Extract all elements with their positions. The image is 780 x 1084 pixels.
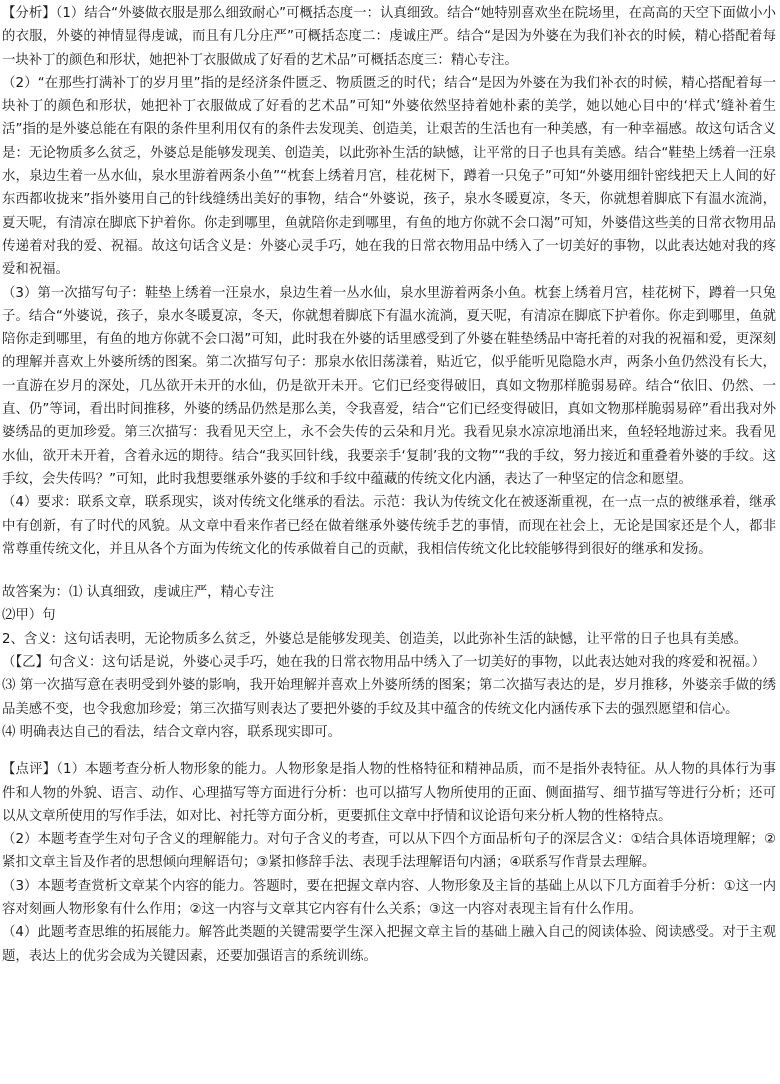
answer-line-2: ⑵甲）句 <box>2 608 56 624</box>
comment-section <box>2 758 776 968</box>
answer-line-5: ⑶ 第一次描写意在表明受到外婆的影响，我开始理解并喜欢上外婆所绣的图案；第二次描写表达的是，岁月推移，外婆亲手做的绣品美感不变，也令我愈加珍爱；第三次描写则表达了要把外婆的手纹及其中蕴含的传统文化内涵传承下去的强烈愿望和信心。 <box>2 678 776 717</box>
analysis-part-1: 【分析】（1）结合“外婆做衣服是那么细致耐心”可概括态度一：认真细致。结合“她特别喜欢坐在院场里，在高高的天空下面做小小的衣服，外婆的神情显得虔诚，而且有几分庄严”可概括态度二：虔诚庄严。结合“是因为外婆在为我们补衣的时候，精心搭配着每一块补丁的颜色和形状，她把补丁衣服做成了好看的艺术品”可概括态度三：精心专注。 <box>2 6 776 68</box>
analysis-part-2: （2）“在那些打满补丁的岁月里”指的是经济条件匮乏、物质匮乏的时代；结合“是因为外婆在为我们补衣的时候，精心搭配着每一块补丁的颜色和形状，她把补丁衣服做成了好看的艺术品”可知“外婆依然坚持着她朴素的美学，她以她心目中的‘样式’缝补着生活”指的是外婆总能在有限的条件里利用仅有的条件去发现美、创造美，让艰苦的生活也有一种美感，有一种幸福感。故这句话含义是：无论物质多么贫乏，外婆总是能够发现美、创造美，以此弥补生活的缺憾，让平常的日子也具有美感。结合“鞋垫上绣着一汪泉水，泉边生着一丛水仙，泉水里游着两条小鱼”“枕套上绣着月宫，桂花树下，蹲着一只兔子”可知“外婆用细针密线把天上人间的好东西都收拢来”指外婆用自己的针线缝绣出美好的事物，结合“外婆说，孩子，泉水冬暖夏凉，冬天，你就想着脚底下有温水流淌，夏天呢，有清凉在脚底下护着你。你走到哪里，鱼就陪你走到哪里，有鱼的地方你就不会口渴”可知，外婆借这些美的日常衣物用品传递着对我的爱、祝福。故这句话含义是：外婆心灵手巧，她在我的日常衣物用品中绣入了一切美好的事物，以此表达她对我的疼爱和祝福。 <box>2 75 776 278</box>
analysis-part-3: （3）第一次描写句子：鞋垫上绣着一汪泉水，泉边生着一丛水仙，泉水里游着两条小鱼。枕套上绣着月宫，桂花树下，蹲着一只兔子。结合“外婆说，孩子，泉水冬暖夏凉，冬天，你就想着脚底下有温水流淌，夏天呢，有清凉在脚底下护着你。你走到哪里，鱼就陪你走到哪里，有鱼的地方你就不会口渴”可知，此时我在外婆的话里感受到了外婆在鞋垫绣品中寄托着的对我的祝福和爱，更深刻的理解并喜欢上外婆所绣的图案。第二次描写句子：那泉水依旧荡漾着，贴近它，似乎能听见隐隐水声，两条小鱼仍然没有长大，一直游在岁月的深处，几丛欲开未开的水仙，仍是欲开未开。它们已经变得破旧，真如文物那样脆弱易碎。结合“依旧、仍然、一直、仍”等词，看出时间推移，外婆的绣品仍然是那么美，令我喜爱，结合“它们已经变得破旧，真如文物那样脆弱易碎”看出我对外婆绣品的更加珍爱。第三次描写：我看见天空上，永不会失传的云朵和月光。我看见泉水凉凉地涌出来，鱼轻轻地游过来。我看见水仙，欲开未开着，含着永远的期待。结合“我买回针线，我要亲手‘复制’我的文物”“我的手纹，努力接近和重叠着外婆的手纹。这手纹，会失传吗？”可知，此时我想要继承外婆的手纹和手纹中蕴藏的传统文化内涵，表达了一种坚定的信念和愿望。 <box>2 285 776 487</box>
answer-section <box>2 581 776 744</box>
comment-part-1: 【点评】（1）本题考查分析人物形象的能力。人物形象是指人物的性格特征和精神品质，而不是指外表特征。从人物的具体行为事件和人物的外貌、语言、动作、心理描写等方面进行分析：也可以描写人物所使用的正面、侧面描写、细节描写等进行分析；还可以从文章所使用的写作手法，如对比、衬托等方面分析，更要抓住文章中抒情和议论语句来分析人物的性格特点。 <box>2 762 776 824</box>
answer-line-3: 2、含义：这句话表明，无论物质多么贫乏，外婆总是能够发现美、创造美，以此弥补生活的缺憾，让平常的日子也具有美感。 <box>2 631 747 647</box>
analysis-section <box>2 2 776 561</box>
comment-part-2: （2）本题考查学生对句子含义的理解能力。对句子含义的考查，可以从下四个方面品析句子的深层含义：①结合具体语境理解；②紧扣文章主旨及作者的思想倾向理解语句；③紧扣修辞手法、表现手法理解语句内涵；④联系写作背景去理解。 <box>2 832 776 871</box>
answer-line-6: ⑷ 明确表达自己的看法，结合文章内容，联系现实即可。 <box>2 724 342 740</box>
comment-part-3: （3）本题考查赏析文章某个内容的能力。答题时，要在把握文章内容、人物形象及主旨的基础上从以下几方面着手分析：①这一内容对刻画人物形象有什么作用；②这一内容与文章其它内容有什么关系；③这一内容对表现主旨有什么作用。 <box>2 878 776 917</box>
section-gap <box>2 561 776 581</box>
answer-line-4: （【乙】句含义：这句话是说，外婆心灵手巧，她在我的日常衣物用品中绣入了一切美好的事物，以此表达她对我的疼爱和祝福。） <box>2 655 766 671</box>
answer-line-1: 故答案为：⑴ 认真细致，虔诚庄严，精心专注 <box>2 585 275 601</box>
section-gap <box>2 744 776 758</box>
comment-part-4: （4）此题考查思维的拓展能力。解答此类题的关键需要学生深入把握文章主旨的基础上融入自己的阅读体验、阅读感受。对于主观题，表达上的优劣会成为关键因素，还要加强语言的系统训练。 <box>2 925 776 964</box>
analysis-part-4: （4）要求：联系文章，联系现实，谈对传统文化继承的看法。示范：我认为传统文化在被逐渐重视，在一点一点的被继承着，继承中有创新，有了时代的风貌。从文章中看来作者已经在做着继承外婆传统手艺的事情，而现在社会上，无论是国家还是个人，都非常尊重传统文化，并且从各个方面为传统文化的传承做着自己的贡献，我相信传统文化比较能够得到很好的继承和发扬。 <box>2 495 776 557</box>
